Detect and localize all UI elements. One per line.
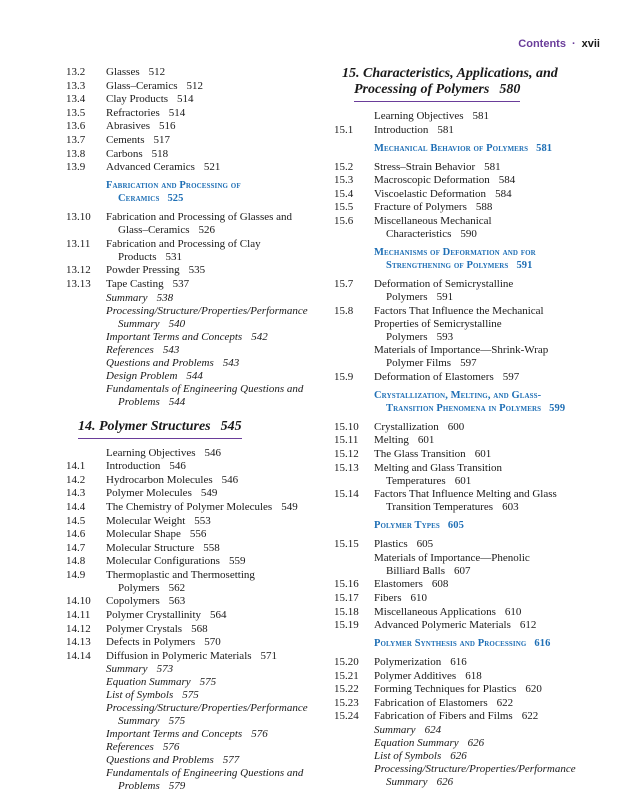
end-matter-item: Summary 624 (374, 724, 442, 737)
materials-of-importance-entry: Materials of Importance—Phenolic Billiard Balls 607 (374, 551, 530, 577)
toc-group (334, 421, 574, 514)
toc-group (66, 211, 314, 291)
running-header (518, 38, 600, 50)
toc-group (334, 656, 574, 723)
end-matter-item: References 576 (106, 741, 180, 754)
header-separator: · (571, 38, 576, 50)
toc-entry: 14.13 Defects in Polymers 570 (66, 636, 221, 649)
toc-entry: 15.22 Forming Techniques for Plastics 620 (334, 683, 542, 696)
learning-objectives-entry: Learning Objectives 581 (374, 110, 489, 122)
toc-entry: 13.11 Fabrication and Processing of Clay Products 531 (66, 237, 261, 263)
end-matter-item: Questions and Problems 577 (106, 754, 240, 767)
toc-entry: 13.7 Cements 517 (66, 133, 170, 146)
toc-group (334, 124, 574, 137)
toc-entry: 15.5 Fracture of Polymers 588 (334, 201, 493, 214)
toc-entry: 15.15 Plastics 605 (334, 538, 434, 551)
toc-entry: 14.9 Thermoplastic and Thermosetting Polymers 562 (66, 568, 255, 594)
section-heading: Mechanical Behavior of Polymers 581 (374, 142, 553, 154)
end-matter-item: Fundamentals of Engineering Questions and Problems 544 (106, 382, 304, 408)
toc-entry: 13.3 Glass–Ceramics 512 (66, 79, 203, 92)
toc-entry: 15.1 Introduction 581 (334, 123, 454, 136)
toc-entry: 13.9 Advanced Ceramics 521 (66, 161, 221, 174)
toc-entry: 14.7 Molecular Structure 558 (66, 541, 220, 554)
section-heading: Polymer Synthesis and Processing 616 (374, 638, 551, 650)
end-matter-item: List of Symbols 575 (106, 689, 199, 702)
toc-entry: 13.6 Abrasives 516 (66, 120, 176, 133)
toc-entry: 15.13 Melting and Glass Transition Temperatures 601 (334, 461, 503, 487)
toc-group (334, 578, 574, 632)
materials-of-importance-entry: Materials of Importance—Shrink-Wrap Polymer Films 597 (374, 344, 549, 370)
section-heading: Mechanisms of Deformation and for Strengthening of Polymers 591 (374, 246, 536, 271)
end-matter-item: Fundamentals of Engineering Questions and Problems 579 (106, 767, 304, 793)
toc-entry: 15.9 Deformation of Elastomers 597 (334, 370, 520, 383)
section-heading: Crystallization, Melting, and Glass- Transition Phenomena in Polymers 599 (374, 389, 566, 414)
toc-entry: 14.4 The Chemistry of Polymer Molecules 549 (66, 500, 298, 513)
end-matter-list (66, 292, 314, 409)
toc-group (334, 538, 574, 551)
toc-entry: 15.11 Melting 601 (334, 434, 435, 447)
toc-entry: 14.11 Polymer Crystallinity 564 (66, 609, 227, 622)
end-matter-item: Equation Summary 575 (106, 676, 217, 689)
toc-entry: 15.12 The Glass Transition 601 (334, 447, 492, 460)
chapter-heading: 14. Polymer Structures 545 (78, 419, 242, 439)
toc-entry: 15.18 Miscellaneous Applications 610 (334, 605, 522, 618)
toc-entry: 15.14 Factors That Influence Melting and Glass Transition Temperatures 603 (334, 488, 557, 514)
toc-entry: 14.10 Copolymers 563 (66, 595, 186, 608)
toc-entry: 15.24 Fabrication of Fibers and Films 622 (334, 710, 539, 723)
toc-entry: 13.13 Tape Casting 537 (66, 277, 190, 290)
toc-entry: 14.1 Introduction 546 (66, 460, 186, 473)
toc-group (66, 460, 314, 663)
toc-entry: 15.3 Macroscopic Deformation 584 (334, 174, 516, 187)
toc-entry: 13.2 Glasses 512 (66, 66, 166, 78)
end-matter-item: Processing/Structure/Properties/Performance Summary 575 (106, 702, 308, 728)
end-matter-item: Equation Summary 626 (374, 737, 485, 750)
end-matter-item: Processing/Structure/Properties/Performance Summary 626 (374, 763, 576, 789)
toc-entry: 14.5 Molecular Weight 553 (66, 514, 211, 527)
right-column (334, 66, 574, 789)
chapter-heading: 15. Characteristics, Applications, and Processing of Polymers 580 (342, 66, 574, 102)
toc-entry: 14.14 Diffusion in Polymeric Materials 571 (66, 649, 278, 662)
end-matter-item: Important Terms and Concepts 542 (106, 330, 268, 343)
toc-entry: 13.12 Powder Pressing 535 (66, 264, 206, 277)
toc-entry: 13.10 Fabrication and Processing of Glasses and Glass–Ceramics 526 (66, 211, 293, 237)
end-matter-item: Summary 538 (106, 291, 174, 304)
toc-entry: 15.19 Advanced Polymeric Materials 612 (334, 619, 537, 632)
toc-entry: 14.3 Polymer Molecules 549 (66, 487, 218, 500)
header-page-number: xvii (581, 38, 600, 50)
toc-entry: 14.8 Molecular Configurations 559 (66, 555, 246, 568)
end-matter-item: Summary 573 (106, 663, 174, 676)
section-heading: Polymer Types 605 (374, 520, 464, 532)
toc-entry: 15.7 Deformation of Semicrystalline Polymers 591 (334, 277, 514, 303)
toc-group (334, 278, 574, 304)
end-matter-item: List of Symbols 626 (374, 750, 467, 763)
end-matter-item: Important Terms and Concepts 576 (106, 728, 268, 741)
toc-entry: 14.12 Polymer Crystals 568 (66, 622, 208, 635)
end-matter-item: References 543 (106, 343, 180, 356)
end-matter-item: Design Problem 544 (106, 369, 203, 382)
toc-entry: 13.4 Clay Products 514 (66, 93, 194, 106)
toc-entry: 15.16 Elastomers 608 (334, 578, 449, 591)
end-matter-item: Questions and Problems 543 (106, 356, 240, 369)
toc-entry: 15.4 Viscoelastic Deformation 584 (334, 187, 512, 200)
end-matter-item: Processing/Structure/Properties/Performance Summary 540 (106, 304, 308, 330)
toc-entry: 13.5 Refractories 514 (66, 106, 186, 119)
left-column (66, 66, 314, 793)
toc-entry: 13.8 Carbons 518 (66, 147, 169, 160)
toc-group (334, 371, 574, 384)
toc-group (66, 66, 314, 174)
toc-group (334, 161, 574, 241)
toc-entry: 14.2 Hydrocarbon Molecules 546 (66, 473, 239, 486)
toc-entry: 15.21 Polymer Additives 618 (334, 669, 482, 682)
end-matter-list (66, 663, 314, 793)
toc-entry: 15.17 Fibers 610 (334, 591, 427, 604)
header-label: Contents (518, 38, 566, 50)
toc-entry: 15.2 Stress–Strain Behavior 581 (334, 160, 501, 173)
toc-entry: 15.10 Crystallization 600 (334, 420, 465, 433)
toc-entry: 14.6 Molecular Shape 556 (66, 528, 207, 541)
section-heading: Fabrication and Processing of Ceramics 525 (106, 180, 241, 205)
toc-entry: 15.23 Fabrication of Elastomers 622 (334, 696, 514, 709)
toc-entry: 15.8 Factors That Influence the Mechanical Properties of Semicrystalline Polymers 593 (334, 304, 544, 343)
toc-entry: 15.20 Polymerization 616 (334, 656, 467, 669)
toc-entry: 15.6 Miscellaneous Mechanical Characteristics 590 (334, 214, 492, 240)
learning-objectives-entry: Learning Objectives 546 (106, 446, 221, 459)
end-matter-list (334, 724, 574, 789)
